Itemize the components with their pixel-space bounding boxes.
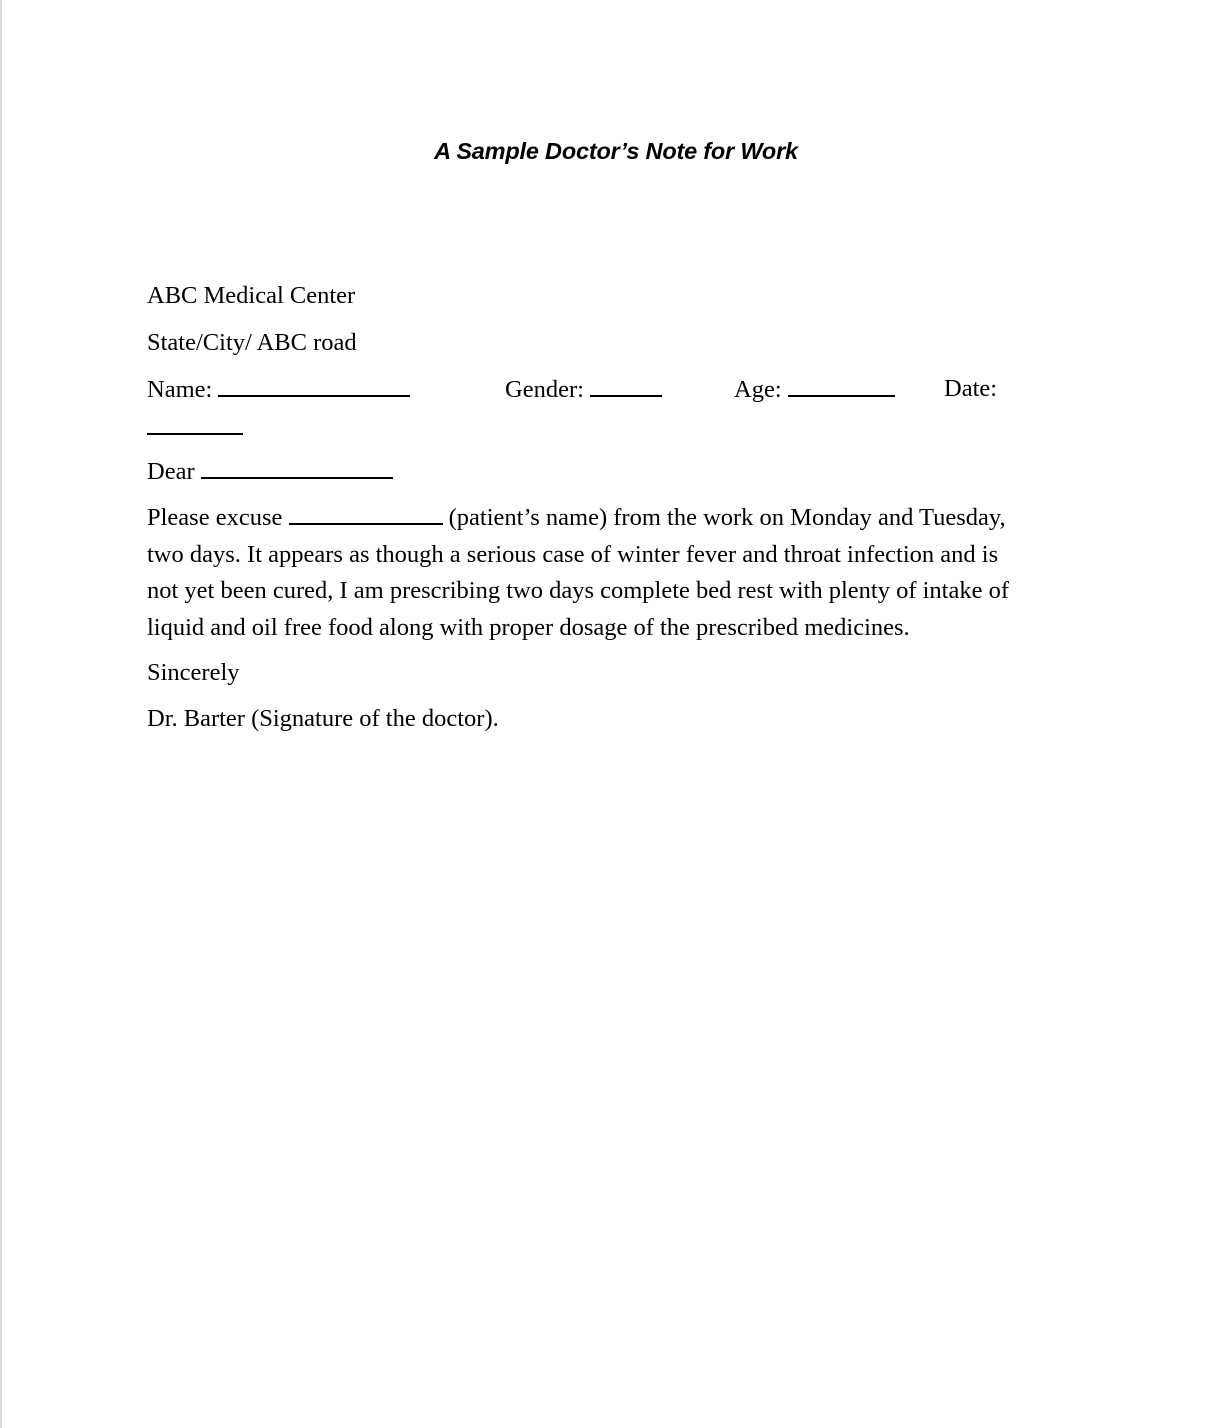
note-body — [147, 500, 1087, 646]
gender-blank — [590, 374, 662, 397]
name-label: Name: — [147, 376, 213, 403]
age-label: Age: — [734, 376, 782, 403]
clinic-address: State/City/ ABC road — [147, 329, 357, 356]
clinic-name: ABC Medical Center — [147, 282, 356, 309]
document-title: A Sample Doctor’s Note for Work — [434, 138, 798, 164]
name-field — [147, 374, 410, 405]
date-blank — [147, 433, 243, 435]
date-label: Date: — [944, 375, 998, 402]
salutation-label: Dear — [147, 458, 195, 485]
salutation — [147, 456, 393, 487]
age-blank — [788, 374, 895, 397]
patient-name-blank — [289, 502, 443, 525]
closing: Sincerely — [147, 659, 240, 686]
body-line-1-end: (patient’s name) from the work on Monday and Tuesday, — [448, 504, 1006, 531]
body-line-1-start: Please excuse — [147, 504, 283, 531]
age-field — [734, 374, 895, 405]
body-line-4: liquid and oil free food along with proper dosage of the prescribed medicines. — [147, 613, 910, 641]
date-field — [944, 374, 997, 404]
recipient-blank — [201, 456, 393, 479]
signature: Dr. Barter (Signature of the doctor). — [147, 705, 499, 732]
body-line-3: not yet been cured, I am prescribing two days complete bed rest with plenty of intake of — [147, 577, 1009, 604]
gender-field — [505, 374, 662, 405]
gender-label: Gender: — [505, 376, 584, 403]
body-line-2: two days. It appears as though a serious case of winter fever and throat infection and is — [147, 540, 999, 568]
body-line-1 — [147, 500, 1087, 537]
name-blank — [218, 374, 410, 397]
